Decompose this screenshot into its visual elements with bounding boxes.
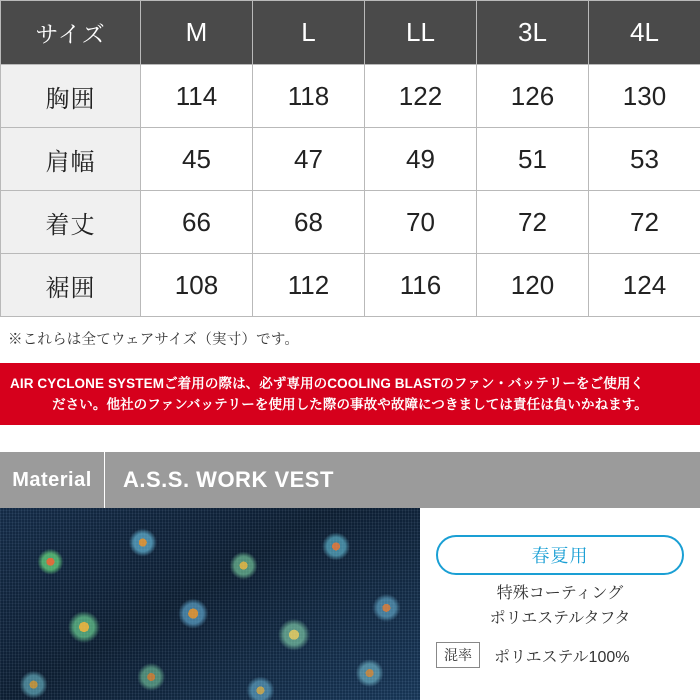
fabric-swatch-image <box>0 508 420 700</box>
warning-line-2: ださい。他社のファンバッテリーを使用した際の事故や故障につきましては責任は負いかねます。 <box>52 397 648 412</box>
cell-length-l: 68 <box>253 191 365 254</box>
fabric-spec-panel <box>420 508 700 700</box>
material-label: Material <box>12 468 92 491</box>
bottom-section <box>0 508 700 700</box>
cell-hem-l: 112 <box>253 254 365 317</box>
cell-length-m: 66 <box>141 191 253 254</box>
cell-shoulder-ll: 49 <box>365 128 477 191</box>
blend-row <box>436 642 684 668</box>
blend-value: ポリエステル100% <box>494 648 630 666</box>
size-table-body <box>1 65 700 317</box>
cell-hem-3l: 120 <box>477 254 589 317</box>
column-header-4l: 4L <box>589 1 700 65</box>
table-row <box>1 128 700 191</box>
cell-chest-l: 118 <box>253 65 365 128</box>
fabric-description <box>420 581 700 631</box>
size-note: ※これらは全てウェアサイズ（実寸）です。 <box>8 332 300 348</box>
product-name: A.S.S. WORK VEST <box>123 467 334 492</box>
table-header-row <box>1 1 700 65</box>
cell-length-3l: 72 <box>477 191 589 254</box>
table-row <box>1 254 700 317</box>
cell-hem-4l: 124 <box>589 254 700 317</box>
row-label-hem: 裾囲 <box>1 254 141 317</box>
cell-length-4l: 72 <box>589 191 700 254</box>
blend-label: 混率 <box>436 642 480 668</box>
cell-shoulder-m: 45 <box>141 128 253 191</box>
cell-chest-m: 114 <box>141 65 253 128</box>
warning-banner <box>0 363 700 425</box>
cell-chest-4l: 130 <box>589 65 700 128</box>
column-header-l: L <box>253 1 365 65</box>
fabric-line-1: 特殊コーティング <box>496 585 624 602</box>
cell-hem-m: 108 <box>141 254 253 317</box>
size-column-header: サイズ <box>1 1 141 65</box>
cell-shoulder-l: 47 <box>253 128 365 191</box>
row-label-shoulder: 肩幅 <box>1 128 141 191</box>
column-header-3l: 3L <box>477 1 589 65</box>
season-badge: 春夏用 <box>436 535 684 575</box>
table-row <box>1 65 700 128</box>
cell-length-ll: 70 <box>365 191 477 254</box>
column-header-m: M <box>141 1 253 65</box>
table-row <box>1 191 700 254</box>
size-table-head <box>1 1 700 65</box>
cell-chest-3l: 126 <box>477 65 589 128</box>
cell-hem-ll: 116 <box>365 254 477 317</box>
row-label-length: 着丈 <box>1 191 141 254</box>
fabric-line-2: ポリエステルタフタ <box>489 610 631 627</box>
column-header-ll: LL <box>365 1 477 65</box>
material-bar <box>0 452 700 508</box>
cell-shoulder-3l: 51 <box>477 128 589 191</box>
size-table <box>0 0 700 317</box>
warning-line-1: AIR CYCLONE SYSTEMご着用の際は、必ず専用のCOOLING BLASTのファン・バッテリーをご使用く <box>10 376 645 391</box>
cell-chest-ll: 122 <box>365 65 477 128</box>
cell-shoulder-4l: 53 <box>589 128 700 191</box>
row-label-chest: 胸囲 <box>1 65 141 128</box>
